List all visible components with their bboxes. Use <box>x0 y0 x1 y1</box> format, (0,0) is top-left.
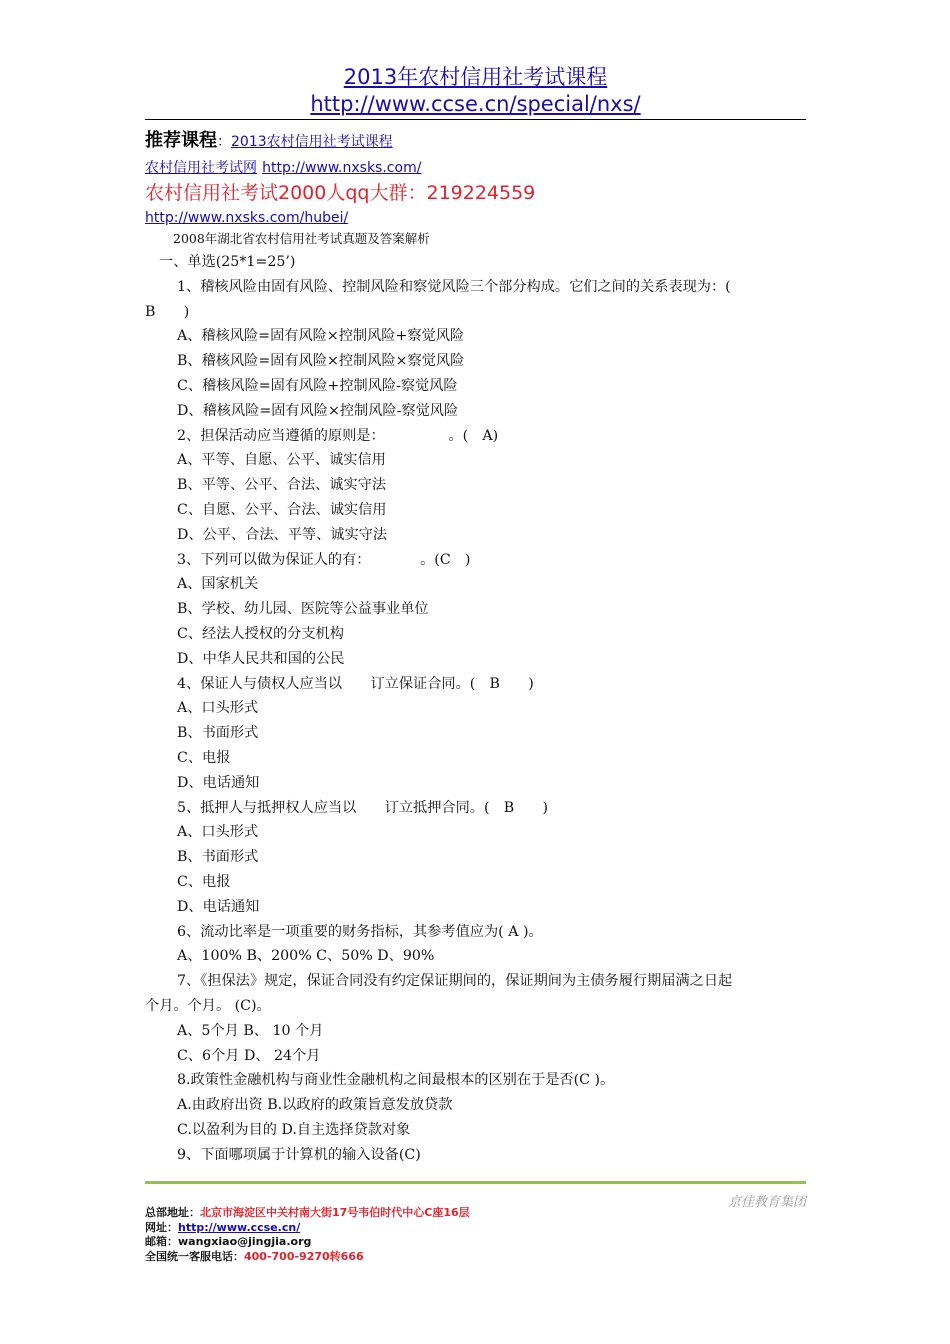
text-line: A、5个月 B、 10 个月 <box>177 1022 324 1039</box>
email-value: wangxiao@jingjia.org <box>178 1235 312 1248</box>
text-line: 3、下列可以做为保证人的有： 。(C ) <box>177 551 471 568</box>
brand-watermark: 京佳教育集团 <box>727 1195 806 1210</box>
text-line: B、稽核风险=固有风险×控制风险×察觉风险 <box>177 353 465 370</box>
text-line: A、100% B、200% C、50% D、90% <box>177 948 435 965</box>
text-line: A、国家机关 <box>177 576 259 593</box>
footer-address <box>145 1206 470 1221</box>
site-name-link[interactable]: 农村信用社考试网 <box>145 160 257 176</box>
text-line: C、经法人授权的分支机构 <box>177 625 344 642</box>
address-label: 总部地址： <box>145 1206 200 1219</box>
qq-group-text: 农村信用社考试2000人qq大群：219224559 <box>145 182 536 204</box>
text-line: A、稽核风险=固有风险×控制风险+察觉风险 <box>177 328 465 345</box>
text-line: B、学校、幼儿园、医院等公益事业单位 <box>177 601 429 618</box>
text-line: C.以盈利为目的 D.自主选择贷款对象 <box>177 1121 411 1138</box>
site-label: 网址： <box>145 1220 178 1234</box>
footer-divider <box>145 1181 806 1184</box>
text-line: 1、稽核风险由固有风险、控制风险和察觉风险三个部分构成。它们之间的关系表现为：( <box>177 278 731 295</box>
recommend-colon: ： <box>217 134 231 150</box>
recommend-line <box>145 127 806 156</box>
footer-site-link[interactable]: http://www.ccse.cn/ <box>178 1220 301 1234</box>
recommend-course-link[interactable]: 2013农村信用社考试课程 <box>231 134 393 150</box>
footer-phone <box>145 1250 470 1265</box>
site-line <box>145 156 806 179</box>
text-line: C、自愿、公平、合法、诚实信用 <box>177 501 387 518</box>
text-line: 2、担保活动应当遵循的原则是： 。( A) <box>177 427 499 444</box>
text-line: D、中华人民共和国的公民 <box>177 650 345 667</box>
text-line: 7、《担保法》规定，保证合同没有约定保证期间的，保证期间为主债务履行期届满之日起 <box>177 973 733 990</box>
text-line: D、电话通知 <box>177 774 260 791</box>
text-line: 5、抵押人与抵押权人应当以 订立抵押合同。( B ) <box>177 799 549 816</box>
text-line: A.由政府出资 B.以政府的政策旨意发放贷款 <box>177 1097 453 1114</box>
text-line: C、电报 <box>177 749 231 766</box>
document-title: 2008年湖北省农村信用社考试真题及答案解析 <box>173 231 430 246</box>
email-label: 邮箱： <box>145 1235 178 1248</box>
phone-value: 400-700-9270转666 <box>244 1249 364 1263</box>
text-line: 一、单选(25*1=25’) <box>159 254 296 270</box>
exam-content <box>145 228 806 1167</box>
page-footer <box>145 1206 470 1264</box>
text-line: B、书面形式 <box>177 849 259 866</box>
text-line: 4、保证人与债权人应当以 订立保证合同。( B ) <box>177 675 534 692</box>
text-line: D、电话通知 <box>177 898 260 915</box>
recommend-label: 推荐课程 <box>145 130 217 151</box>
phone-label: 全国统一客服电话： <box>145 1249 244 1263</box>
course-url-link[interactable]: http://www.ccse.cn/special/nxs/ <box>310 92 641 116</box>
hubei-url-link[interactable]: http://www.nxsks.com/hubei/ <box>145 210 349 226</box>
text-line: B、平等、公平、合法、诚实守法 <box>177 477 387 494</box>
text-line: C、稽核风险=固有风险+控制风险-察觉风险 <box>177 377 458 394</box>
question-list <box>145 250 806 1167</box>
text-line: 8.政策性金融机构与商业性金融机构之间最根本的区别在于是否(C )。 <box>177 1072 615 1089</box>
text-line: 9、下面哪项属于计算机的输入设备(C) <box>177 1146 421 1163</box>
footer-email <box>145 1235 470 1250</box>
text-line: 6、流动比率是一项重要的财务指标，其参考值应为( A )。 <box>177 923 543 940</box>
hubei-line <box>145 207 806 228</box>
page-header <box>145 64 806 118</box>
text-line: B、书面形式 <box>177 725 259 742</box>
text-line: B ) <box>145 303 190 320</box>
footer-site <box>145 1221 470 1236</box>
text-line: A、口头形式 <box>177 700 259 717</box>
text-line: A、平等、自愿、公平、诚实信用 <box>177 452 386 469</box>
text-line: D、稽核风险=固有风险×控制风险-察觉风险 <box>177 402 459 419</box>
header-divider <box>145 119 806 120</box>
address-value: 北京市海淀区中关村南大街17号韦伯时代中心C座16层 <box>200 1206 470 1219</box>
promo-block <box>145 127 806 228</box>
text-line: D、公平、合法、平等、诚实守法 <box>177 526 388 543</box>
text-line: C、6个月 D、 24个月 <box>177 1047 321 1064</box>
course-title-link[interactable]: 2013年农村信用社考试课程 <box>343 65 608 89</box>
site-url-link[interactable]: http://www.nxsks.com/ <box>262 160 422 176</box>
text-line: C、电报 <box>177 873 231 890</box>
text-line: 个月。个月。 (C)。 <box>145 997 271 1014</box>
text-line: A、口头形式 <box>177 824 259 841</box>
